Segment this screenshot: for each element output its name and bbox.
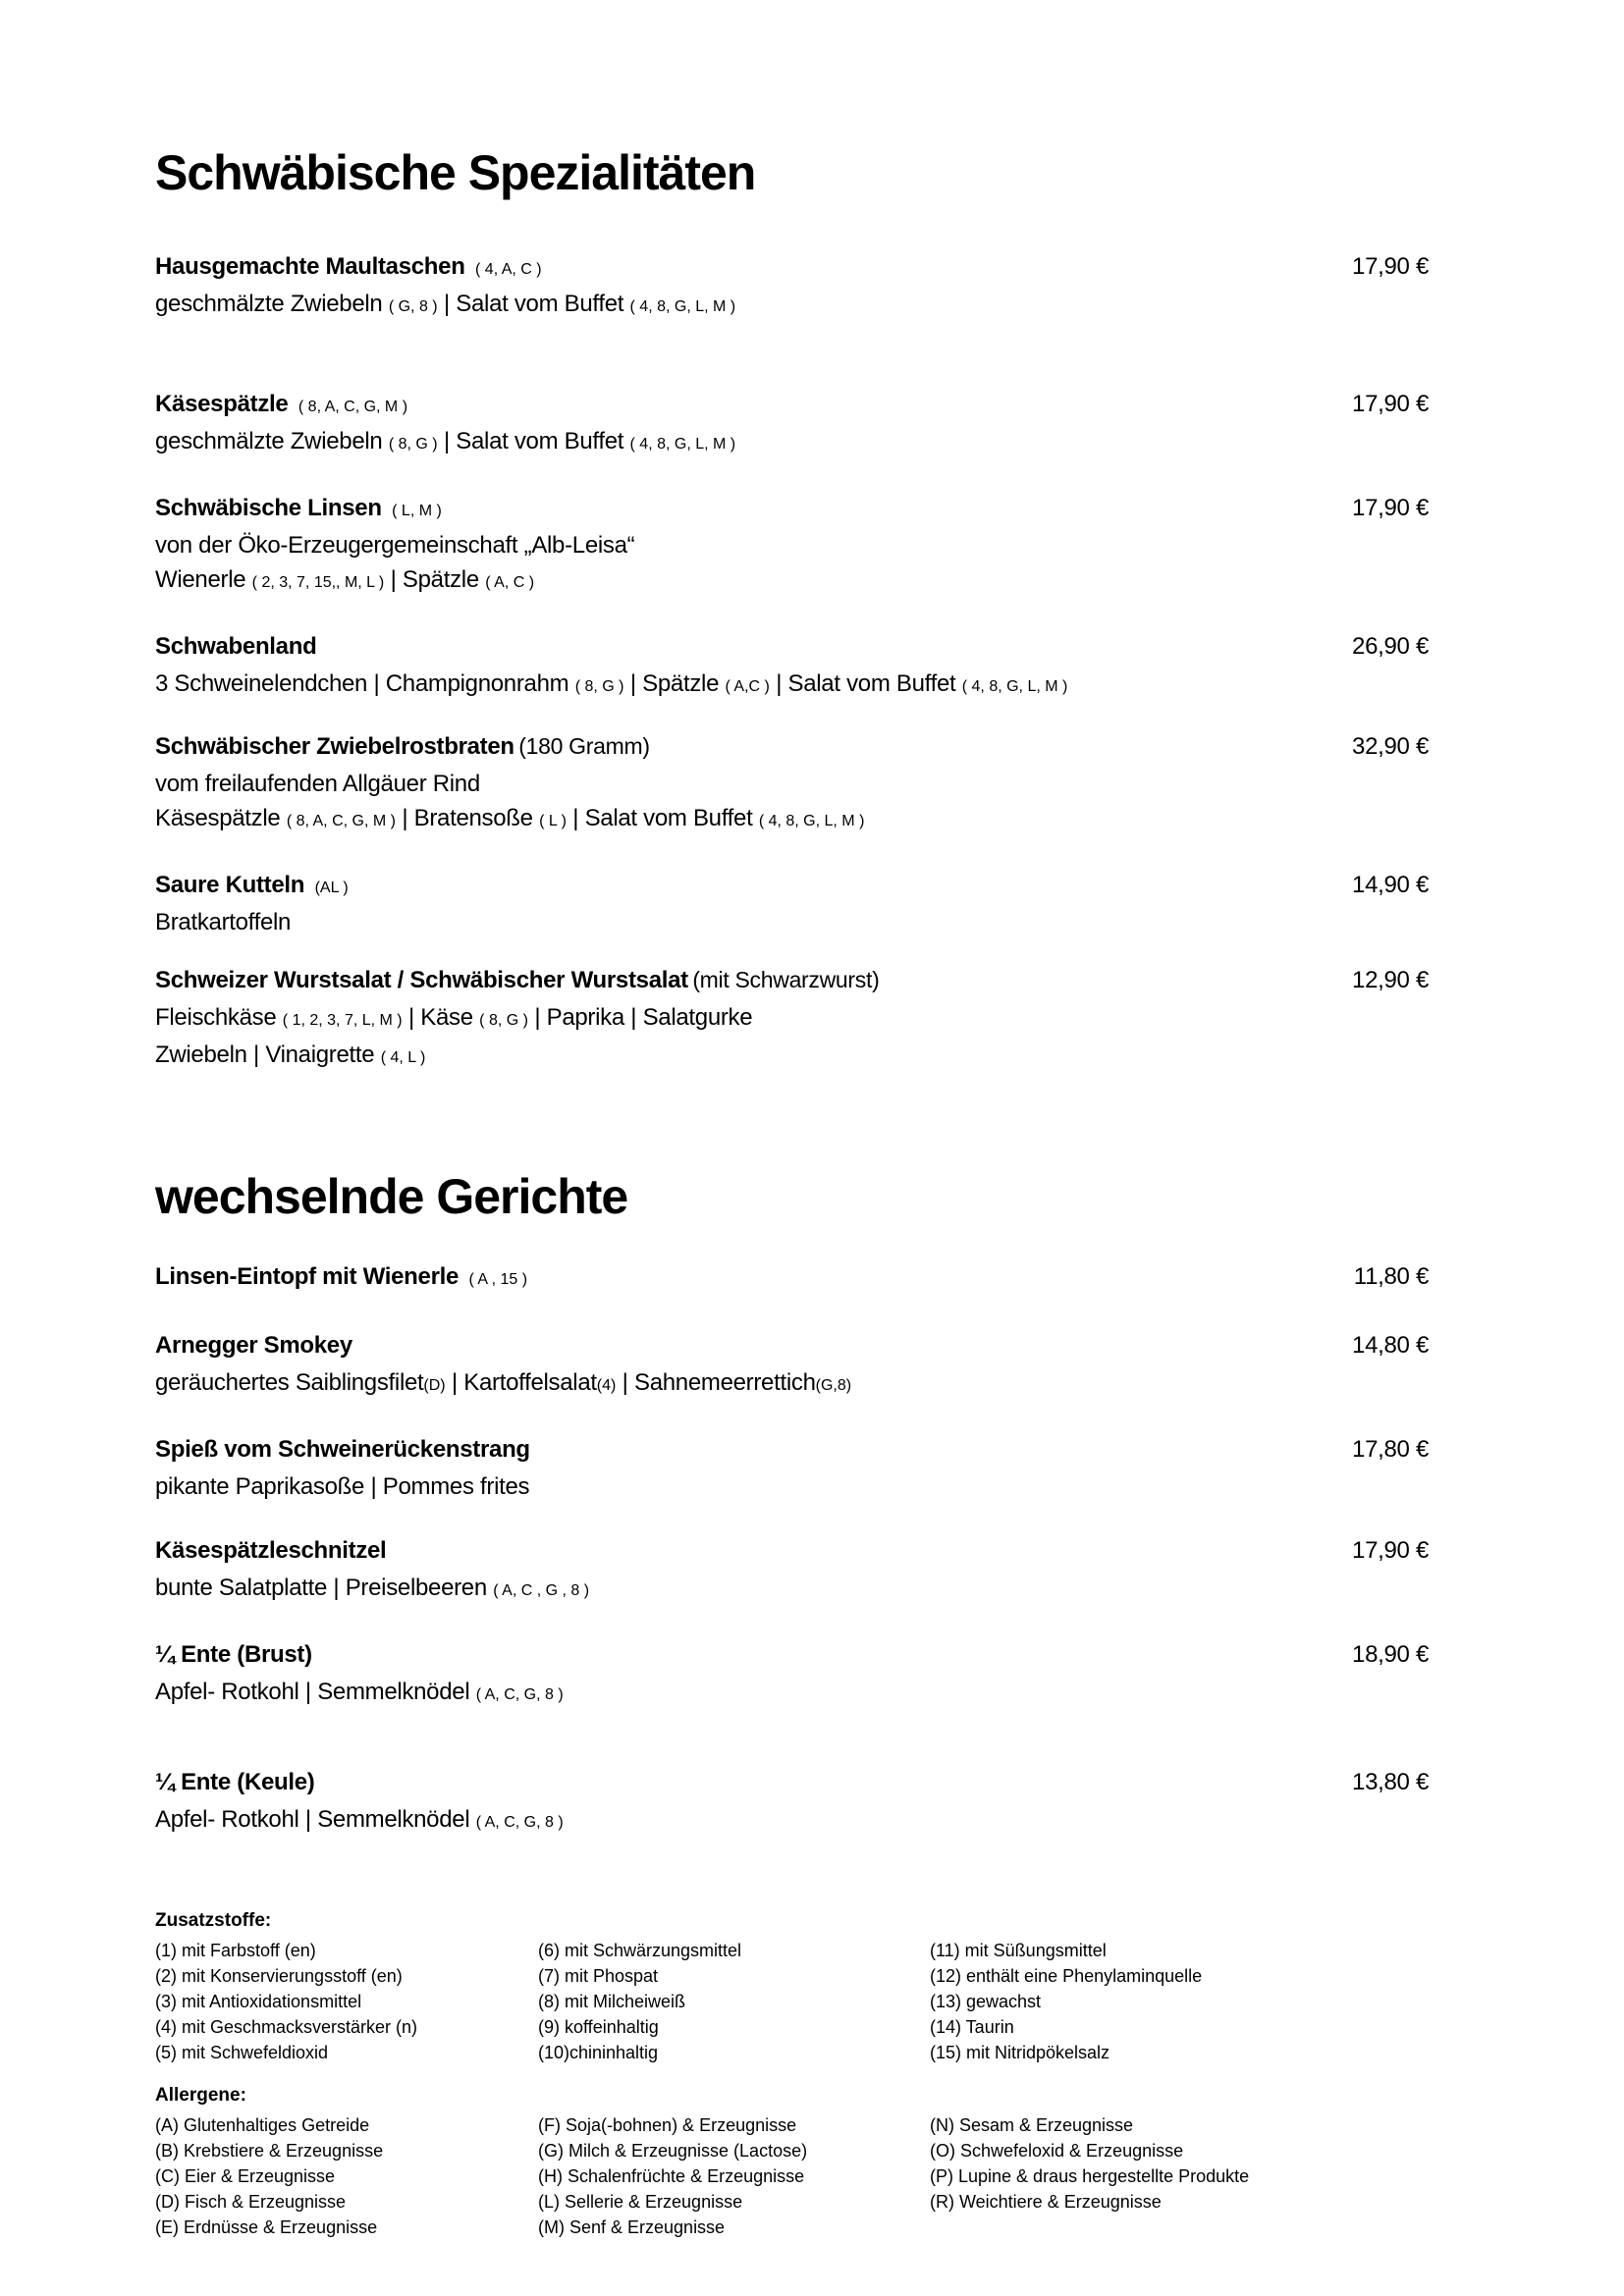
item-description-line xyxy=(155,801,1429,838)
allergen-code: ( 4, 8, G, L, M ) xyxy=(629,436,736,453)
item-header-row xyxy=(155,249,1429,287)
desc-text: Apfel- Rotkohl | Semmelknödel xyxy=(155,1806,476,1833)
desc-text: | Salat vom Buffet xyxy=(437,428,630,454)
allergen-entry: (B) Krebstiere & Erzeugnisse xyxy=(155,2141,384,2161)
item-price: 17,90 € xyxy=(1352,391,1429,417)
desc-text: | Salat vom Buffet xyxy=(769,670,962,697)
additive-entry: (11) mit Süßungsmittel xyxy=(930,1941,1107,1960)
item-price: 17,90 € xyxy=(1352,1537,1429,1564)
section-title-specialties: Schwäbische Spezialitäten xyxy=(155,145,756,200)
section-title-changing-dishes: wechselnde Gerichte xyxy=(155,1169,628,1224)
item-title xyxy=(155,1328,352,1365)
item-title xyxy=(155,1765,315,1802)
allergen-code: (4) xyxy=(596,1377,617,1394)
item-description-line xyxy=(155,767,1429,801)
item-title xyxy=(155,1259,527,1297)
item-title xyxy=(155,249,542,287)
additive-entry: (2) mit Konservierungsstoff (en) xyxy=(155,1966,403,1986)
additive-entry: (6) mit Schwärzungsmittel xyxy=(538,1941,742,1960)
item-price: 26,90 € xyxy=(1352,633,1429,660)
item-name: Spieß vom Schweinerückenstrang xyxy=(155,1436,530,1463)
desc-text: Apfel- Rotkohl | Semmelknödel xyxy=(155,1679,476,1705)
item-description-line xyxy=(155,1571,1429,1608)
item-header-row xyxy=(155,963,1429,1000)
desc-text: Wienerle xyxy=(155,566,252,593)
item-header-row xyxy=(155,729,1429,767)
additive-entry: (13) gewachst xyxy=(930,1992,1042,2011)
desc-text: Bratkartoffeln xyxy=(155,909,292,935)
allergen-entry: (H) Schalenfrüchte & Erzeugnisse xyxy=(538,2166,805,2186)
item-name: Schwäbische Linsen xyxy=(155,495,382,521)
desc-text: | Salat vom Buffet xyxy=(437,291,630,317)
allergen-code: ( A,C ) xyxy=(725,678,770,695)
item-description-line xyxy=(155,905,1429,939)
allergen-code: (D) xyxy=(423,1377,446,1394)
menu-item xyxy=(155,387,1429,461)
desc-text: Fleischkäse xyxy=(155,1004,283,1031)
item-title xyxy=(155,963,879,1000)
allergen-code: ( 1, 2, 3, 7, L, M ) xyxy=(282,1012,403,1029)
item-header-row xyxy=(155,629,1429,667)
footer-legend xyxy=(155,1908,1429,2240)
item-description-line xyxy=(155,424,1429,461)
menu-item xyxy=(155,1533,1429,1608)
additives-grid xyxy=(155,1938,1429,2065)
desc-text: pikante Paprikasoße | Pommes frites xyxy=(155,1473,530,1500)
item-title xyxy=(155,387,407,424)
item-allergen-code: ( 4, A, C ) xyxy=(475,261,542,278)
desc-text: | Spätzle xyxy=(384,566,486,593)
allergen-code: ( 8, G ) xyxy=(479,1012,528,1029)
item-header-row xyxy=(155,1259,1429,1297)
desc-text: vom freilaufenden Allgäuer Rind xyxy=(155,771,480,797)
allergen-entry: (P) Lupine & draus hergestellte Produkte xyxy=(930,2166,1250,2186)
allergens-grid xyxy=(155,2112,1429,2240)
additive-entry: (14) Taurin xyxy=(930,2017,1014,2037)
item-title xyxy=(155,868,349,905)
menu-item xyxy=(155,1765,1429,1840)
item-name: Saure Kutteln xyxy=(155,872,305,898)
additives-col3 xyxy=(930,1938,1429,2065)
allergen-code: ( 4, 8, G, L, M ) xyxy=(961,678,1068,695)
additives-col1 xyxy=(155,1938,538,2065)
item-title xyxy=(155,1432,530,1469)
allergen-entry: (M) Senf & Erzeugnisse xyxy=(538,2217,726,2237)
desc-text: Käsespätzle xyxy=(155,805,287,831)
desc-text: Zwiebeln | Vinaigrette xyxy=(155,1041,381,1068)
allergens-col3 xyxy=(930,2112,1429,2240)
item-price: 12,90 € xyxy=(1352,967,1429,993)
desc-text: | Kartoffelsalat xyxy=(445,1369,597,1396)
item-description-line xyxy=(155,287,1429,324)
item-allergen-code: ( L, M ) xyxy=(392,503,442,519)
desc-text: | Salat vom Buffet xyxy=(566,805,759,831)
item-name: Schwabenland xyxy=(155,633,317,660)
allergen-code: ( 4, L ) xyxy=(380,1049,426,1066)
additive-entry: (15) mit Nitridpökelsalz xyxy=(930,2043,1110,2062)
item-header-row xyxy=(155,1432,1429,1469)
allergens-heading: Allergene: xyxy=(155,2085,246,2106)
item-price: 14,90 € xyxy=(1352,872,1429,898)
menu-item xyxy=(155,963,1429,1075)
item-header-row xyxy=(155,1765,1429,1802)
allergen-entry: (R) Weichtiere & Erzeugnisse xyxy=(930,2192,1162,2212)
allergens-block xyxy=(155,2083,1429,2240)
desc-text: | Sahnemeerrettich xyxy=(616,1369,816,1396)
item-name: Schweizer Wurstsalat / Schwäbischer Wurstsalat xyxy=(155,967,688,993)
desc-text: geschmälzte Zwiebeln xyxy=(155,428,389,454)
additive-entry: (10)chininhaltig xyxy=(538,2043,659,2062)
item-price: 18,90 € xyxy=(1352,1641,1429,1668)
item-name: Schwäbischer Zwiebelrostbraten xyxy=(155,733,514,760)
allergen-entry: (D) Fisch & Erzeugnisse xyxy=(155,2192,347,2212)
allergen-entry: (A) Glutenhaltiges Getreide xyxy=(155,2115,370,2135)
item-price: 14,80 € xyxy=(1352,1332,1429,1359)
menu-item xyxy=(155,868,1429,939)
additives-col2 xyxy=(538,1938,930,2065)
item-header-row xyxy=(155,868,1429,905)
item-title xyxy=(155,629,316,667)
desc-text: 3 Schweinelendchen | Champignonrahm xyxy=(155,670,575,697)
item-header-row xyxy=(155,491,1429,528)
item-name: Arnegger Smokey xyxy=(155,1332,352,1359)
additive-entry: (5) mit Schwefeldioxid xyxy=(155,2043,329,2062)
allergen-code: ( 4, 8, G, L, M ) xyxy=(629,298,736,315)
allergen-code: ( A, C, G, 8 ) xyxy=(475,1814,564,1831)
allergen-code: ( 4, 8, G, L, M ) xyxy=(758,813,865,829)
item-description-line xyxy=(155,528,1429,562)
item-header-row xyxy=(155,1637,1429,1675)
additive-entry: (3) mit Antioxidationsmittel xyxy=(155,1992,362,2011)
item-name-extra: (mit Schwarzwurst) xyxy=(692,967,880,992)
desc-text: bunte Salatplatte | Preiselbeeren xyxy=(155,1575,494,1601)
allergen-code: ( 2, 3, 7, 15,, M, L ) xyxy=(251,574,385,591)
allergen-entry: (F) Soja(-bohnen) & Erzeugnisse xyxy=(538,2115,797,2135)
item-description-line xyxy=(155,1365,1429,1403)
item-description-line xyxy=(155,562,1429,600)
item-allergen-code: ( A , 15 ) xyxy=(468,1271,528,1288)
menu-item xyxy=(155,1432,1429,1504)
menu-item xyxy=(155,1328,1429,1403)
item-description-line xyxy=(155,1000,1429,1038)
allergen-entry: (O) Schwefeloxid & Erzeugnisse xyxy=(930,2141,1184,2161)
item-description-line xyxy=(155,667,1429,704)
allergen-code: ( 8, A, C, G, M ) xyxy=(286,813,396,829)
desc-text: | Käse xyxy=(402,1004,480,1031)
item-description-line xyxy=(155,1675,1429,1712)
item-title xyxy=(155,729,650,767)
item-header-row xyxy=(155,1533,1429,1571)
additive-entry: (9) koffeinhaltig xyxy=(538,2017,659,2037)
item-header-row xyxy=(155,1328,1429,1365)
allergen-code: ( A, C ) xyxy=(485,574,535,591)
item-name-extra: (180 Gramm) xyxy=(518,733,650,759)
additive-entry: (4) mit Geschmacksverstärker (n) xyxy=(155,2017,418,2037)
item-price: 17,80 € xyxy=(1352,1436,1429,1463)
additives-block xyxy=(155,1908,1429,2065)
menu-item xyxy=(155,1637,1429,1712)
desc-text: geschmälzte Zwiebeln xyxy=(155,291,389,317)
additive-entry: (7) mit Phospat xyxy=(538,1966,659,1986)
item-price: 17,90 € xyxy=(1352,253,1429,280)
allergen-entry: (E) Erdnüsse & Erzeugnisse xyxy=(155,2217,378,2237)
menu-item xyxy=(155,491,1429,600)
additive-entry: (8) mit Milcheiweiß xyxy=(538,1992,686,2011)
item-name: Linsen-Eintopf mit Wienerle xyxy=(155,1263,460,1290)
menu-item xyxy=(155,729,1429,838)
item-allergen-code: (AL ) xyxy=(314,880,349,896)
allergen-code: ( L ) xyxy=(539,813,567,829)
item-price: 32,90 € xyxy=(1352,733,1429,760)
allergen-code: ( 8, G ) xyxy=(388,436,438,453)
item-header-row xyxy=(155,387,1429,424)
allergen-entry: (C) Eier & Erzeugnisse xyxy=(155,2166,336,2186)
item-name: Hausgemachte Maultaschen xyxy=(155,253,465,280)
additive-entry: (1) mit Farbstoff (en) xyxy=(155,1941,316,1960)
additives-heading: Zusatzstoffe: xyxy=(155,1910,272,1931)
allergen-entry: (N) Sesam & Erzeugnisse xyxy=(930,2115,1134,2135)
item-title xyxy=(155,1637,312,1675)
item-price: 11,80 € xyxy=(1353,1263,1429,1290)
item-name: Käsespätzleschnitzel xyxy=(155,1537,387,1564)
menu-item xyxy=(155,249,1429,324)
allergen-entry: (L) Sellerie & Erzeugnisse xyxy=(538,2192,743,2212)
desc-text: | Spätzle xyxy=(623,670,726,697)
item-name: ¼ Ente (Brust) xyxy=(155,1641,312,1668)
allergen-code: (G,8) xyxy=(815,1377,852,1394)
allergens-col2 xyxy=(538,2112,930,2240)
item-description-line xyxy=(155,1802,1429,1840)
item-name: ¼ Ente (Keule) xyxy=(155,1769,315,1795)
menu-item xyxy=(155,1259,1429,1297)
item-title xyxy=(155,491,442,528)
desc-text: von der Öko-Erzeugergemeinschaft „Alb-Leisa“ xyxy=(155,532,635,559)
item-name: Käsespätzle xyxy=(155,391,289,417)
allergen-code: ( A, C , G , 8 ) xyxy=(493,1582,590,1599)
item-price: 13,80 € xyxy=(1352,1769,1429,1795)
item-allergen-code: ( 8, A, C, G, M ) xyxy=(298,399,408,415)
desc-text: | Bratensoße xyxy=(395,805,540,831)
item-description-line xyxy=(155,1038,1429,1075)
allergen-code: ( G, 8 ) xyxy=(388,298,438,315)
allergen-entry: (G) Milch & Erzeugnisse (Lactose) xyxy=(538,2141,808,2161)
allergen-code: ( A, C, G, 8 ) xyxy=(475,1686,564,1703)
allergen-code: ( 8, G ) xyxy=(574,678,624,695)
allergens-col1 xyxy=(155,2112,538,2240)
desc-text: geräuchertes Saiblingsfilet xyxy=(155,1369,424,1396)
item-description-line xyxy=(155,1469,1429,1504)
additive-entry: (12) enthält eine Phenylaminquelle xyxy=(930,1966,1203,1986)
menu-item xyxy=(155,629,1429,704)
item-title xyxy=(155,1533,386,1571)
desc-text: | Paprika | Salatgurke xyxy=(527,1004,753,1031)
item-price: 17,90 € xyxy=(1352,495,1429,521)
